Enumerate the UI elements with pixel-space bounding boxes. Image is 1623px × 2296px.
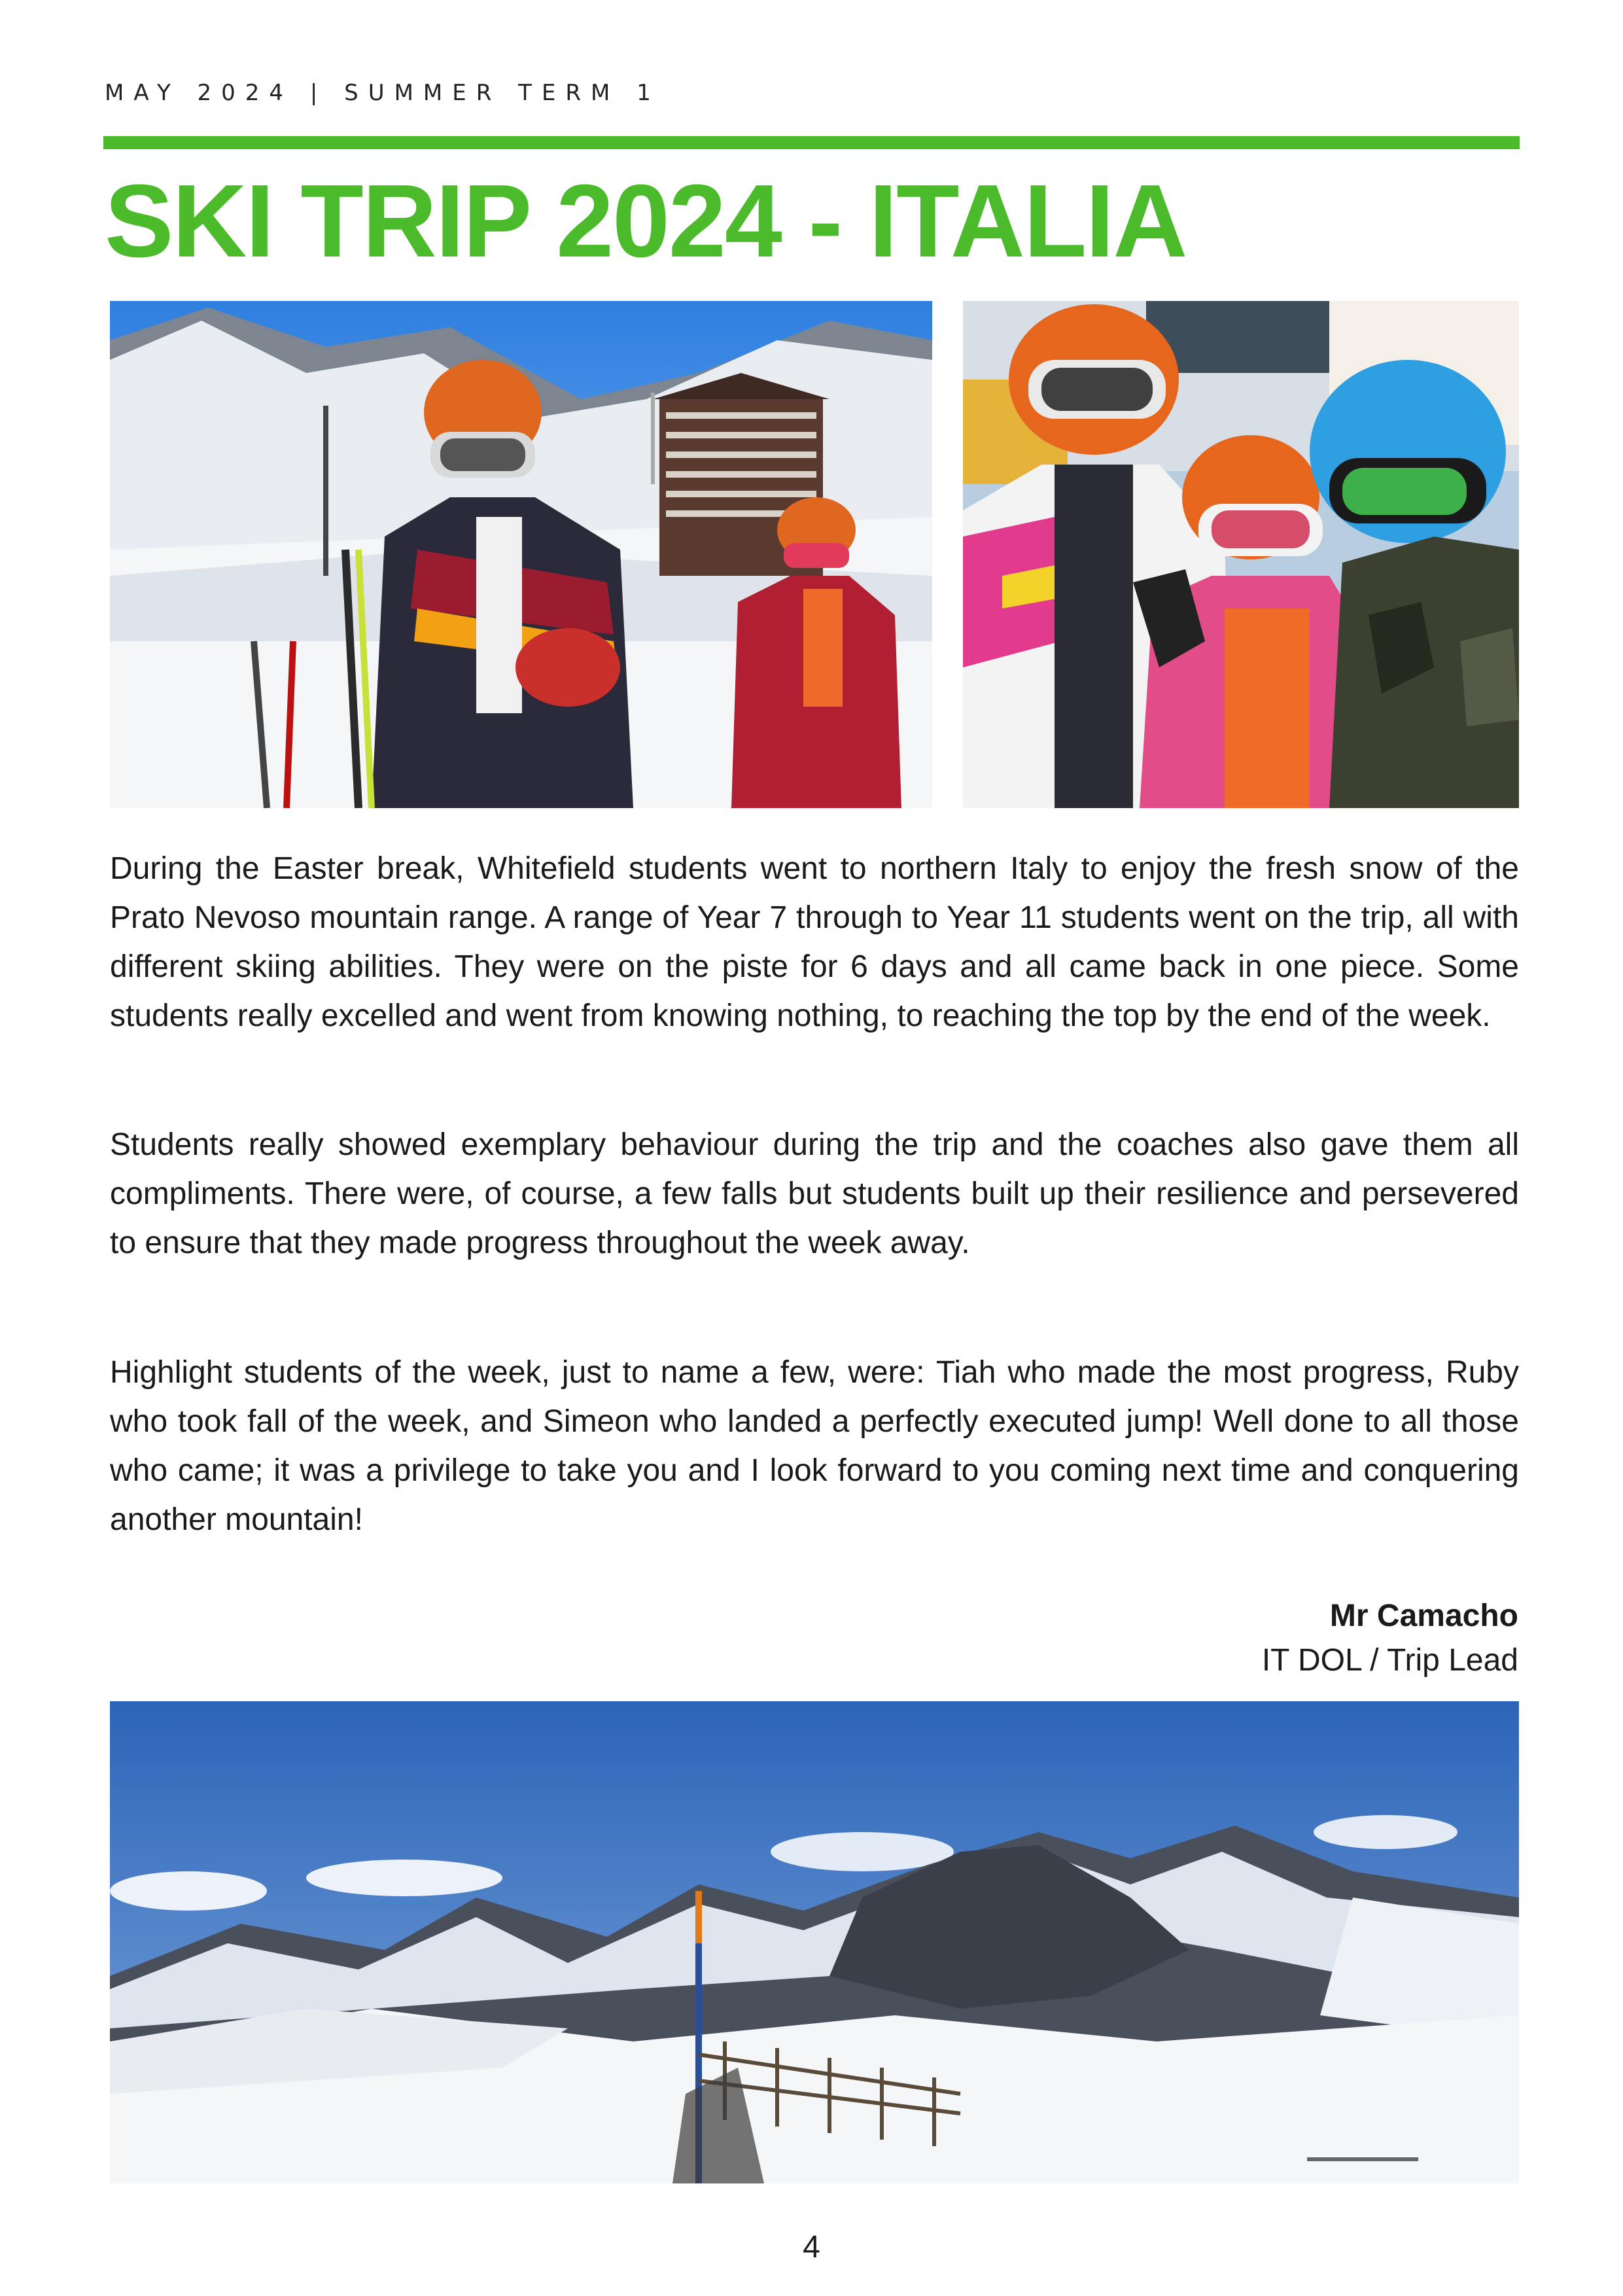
mountain-panorama-photo [110, 1701, 1519, 2183]
article-paragraph-3: Highlight students of the week, just to name a few, were: Tiah who made the most progress, Ruby who took fall of the week, and Simeon who landed a perfectly executed jump! Well done to all those who came; it was a privilege to take you and I look forward to you coming next time and conquering another mountain! [110, 1355, 1519, 1537]
signature-role: IT DOL / Trip Lead [1261, 1643, 1518, 1678]
page-title: SKI TRIP 2024 - ITALIA [105, 164, 1187, 279]
article-paragraph-1: During the Easter break, Whitefield students went to northern Italy to enjoy the fresh snow of the Prato Nevoso mountain range. A range of Year 7 through to Year 11 students went on the trip, all with different skiing abilities. They were on the piste for 6 days and all came back in one piece. Some students really excelled and went from knowing nothing, to reaching the top by the end of the week. [110, 851, 1519, 1033]
header-rule [103, 136, 1520, 149]
issue-date-line: MAY 2024 | SUMMER TERM 1 [105, 80, 661, 106]
group-selfie-photo [963, 301, 1519, 808]
signature-name: Mr Camacho [1329, 1598, 1518, 1633]
page-number: 4 [803, 2230, 820, 2265]
article-paragraph-2: Students really showed exemplary behaviour during the trip and the coaches also gave them all compliments. There were, of course, a few falls but students built up their resilience and persevered to ensure that they made progress throughout the week away. [110, 1127, 1519, 1260]
ski-slope-students-photo [110, 301, 932, 808]
